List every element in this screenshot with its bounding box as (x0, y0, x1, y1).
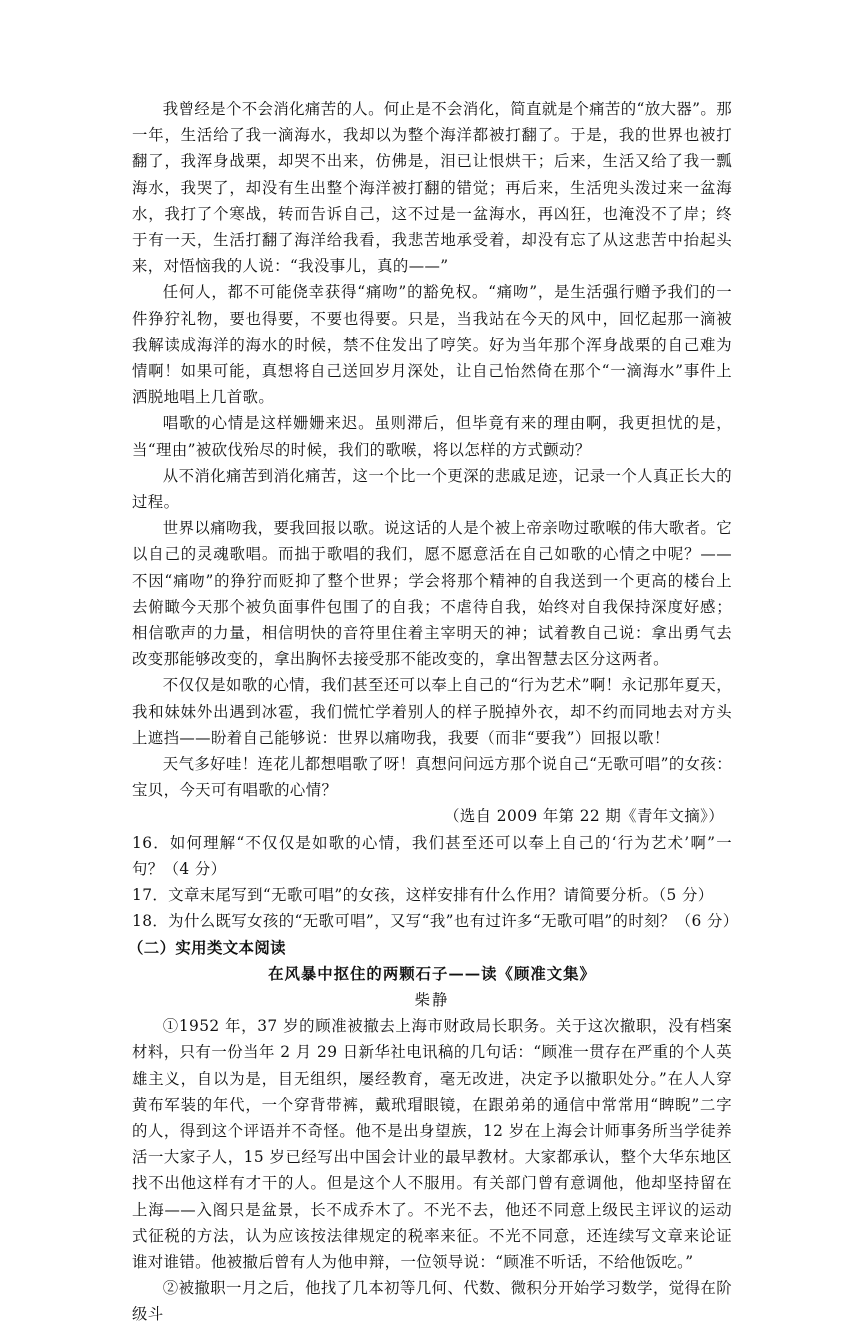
essay-paragraph-4: 从不消化痛苦到消化痛苦，这一个比一个更深的悲戚足迹，记录一个人真正长大的过程。 (132, 466, 732, 512)
question-16: 16．如何理解“不仅仅是如歌的心情，我们甚至还可以奉上自己的‘行为艺术’啊”一句？（4 分） (132, 833, 732, 878)
document-body (128, 96, 739, 1328)
essay-paragraph-6: 不仅仅是如歌的心情，我们甚至还可以奉上自己的“行为艺术”啊！永记那年夏天，我和妹妹外出遇到冰雹，我们慌忙学着别人的样子脱掉外衣，却不约而同地去对方头上遮挡——盼着自己能够说：世界以痛吻我，我要（而非“要我”）回报以歌！ (132, 676, 733, 747)
article-author: 柴静 (414, 990, 450, 1009)
essay-paragraph-5: 世界以痛吻我，要我回报以歌。说这话的人是个被上帝亲吻过歌喉的伟大歌者。它以自己的灵魂歌唱。而拙于歌唱的我们，愿不愿意活在自己如歌的心情之中呢？——不因“痛吻”的狰狞而贬抑了整个世界；学会将那个精神的自我送到一个更高的楼台上去俯瞰今天那个被负面事件包围了的自我；不虐待自我，始终对自我保持深度好感；相信歌声的力量，相信明快的音符里住着主宰明天的神；试着教自己说：拿出勇气去改变那能够改变的，拿出胸怀去接受那不能改变的，拿出智慧去区分这两者。 (132, 519, 732, 669)
question-18: 18．为什么既写女孩的“无歌可唱”，又写“我”也有过许多“无歌可唱”的时刻？（6 分） (132, 912, 739, 931)
essay-paragraph-7: 天气多好哇！连花儿都想唱歌了呀！真想问问远方那个说自己“无歌可唱”的女孩：宝贝，今天可有唱歌的心情？ (132, 755, 733, 800)
article-paragraph-2: ②被撤职一月之后，他找了几本初等几何、代数、微积分开始学习数学，觉得在阶级斗 (132, 1279, 732, 1324)
essay-paragraph-2: 任何人，都不可能侥幸获得“痛吻”的豁免权。“痛吻”，是生活强行赠予我们的一件狰狞礼物，要也得要，不要也得要。只是，当我站在今天的风中，回忆起那一滴被我解读成海洋的海水的时候，禁不住发出了哼笑。好为当年那个浑身战栗的自己难为情啊！如果可能，真想将自己送回岁月深处，让自己怡然倚在那个“一滴海水”事件上洒脱地唱上几首歌。 (132, 283, 732, 407)
essay-paragraph-3: 唱歌的心情是这样姗姗来迟。虽则滞后，但毕竟有来的理由啊，我更担忧的是，当“理由”被砍伐殆尽的时候，我们的歌喉，将以怎样的方式颤动？ (132, 414, 732, 459)
article-title: 在风暴中抠住的两颗石子——读《顾准文集》 (268, 964, 596, 983)
article-paragraph-1: ①1952 年，37 岁的顾准被撤去上海市财政局长职务。关于这次撤职，没有档案材料，只有一份当年 2 月 29 日新华社电讯稿的几句话：“顾准一贯存在严重的个人英雄主义，自以为是，目无组织，屡经教育，毫无改进，决定予以撤职处分。”在人人穿黄布军装的年代，一个穿背带裤，戴玳瑁眼镜，在跟弟弟的通信中常常用“睥睨”二字的人，得到这个评语并不奇怪。他不是出身望族，12 岁在上海会计师事务所当学徒养活一大家子人，15 岁已经写出中国会计业的最早教材。大家都承认，整个大华东地区找不出他这样有才干的人。但是这个人不服用。有关部门曾有意调他，他却坚持留在上海——入阁只是盆景，长不成乔木了。不光不去，他还不同意上级民主评议的运动式征税的方法，认为应该按法律规定的税率来征。不光不同意，还连续写文章来论证谁对谁错。他被撤后曾有人为他申辩，一位领导说：“顾准不听话，不给他饭吃。” (132, 1017, 732, 1271)
source-citation: （选自 2009 年第 22 期《青年文摘》） (444, 807, 724, 826)
question-17: 17．文章末尾写到“无歌可唱”的女孩，这样安排有什么作用？请简要分析。（5 分） (132, 886, 714, 905)
section-heading: （二）实用类文本阅读 (128, 938, 286, 957)
essay-paragraph-1: 我曾经是个不会消化痛苦的人。何止是不会消化，简直就是个痛苦的“放大器”。那一年，生活给了我一滴海水，我却以为整个海洋都被打翻了。于是，我的世界也被打翻了，我浑身战栗，却哭不出来，仿佛是，泪已让恨烘干；后来，生活又给了我一瓢海水，我哭了，却没有生出整个海洋被打翻的错觉；再后来，生活兜头泼过来一盆海水，我打了个寒战，转而告诉自己，这不过是一盆海水，再凶狂，也淹没不了岸；终于有一天，生活打翻了海洋给我看，我悲苦地承受着，却没有忘了从这悲苦中抬起头来，对悟恼我的人说：“我没事儿，真的——” (132, 100, 733, 276)
